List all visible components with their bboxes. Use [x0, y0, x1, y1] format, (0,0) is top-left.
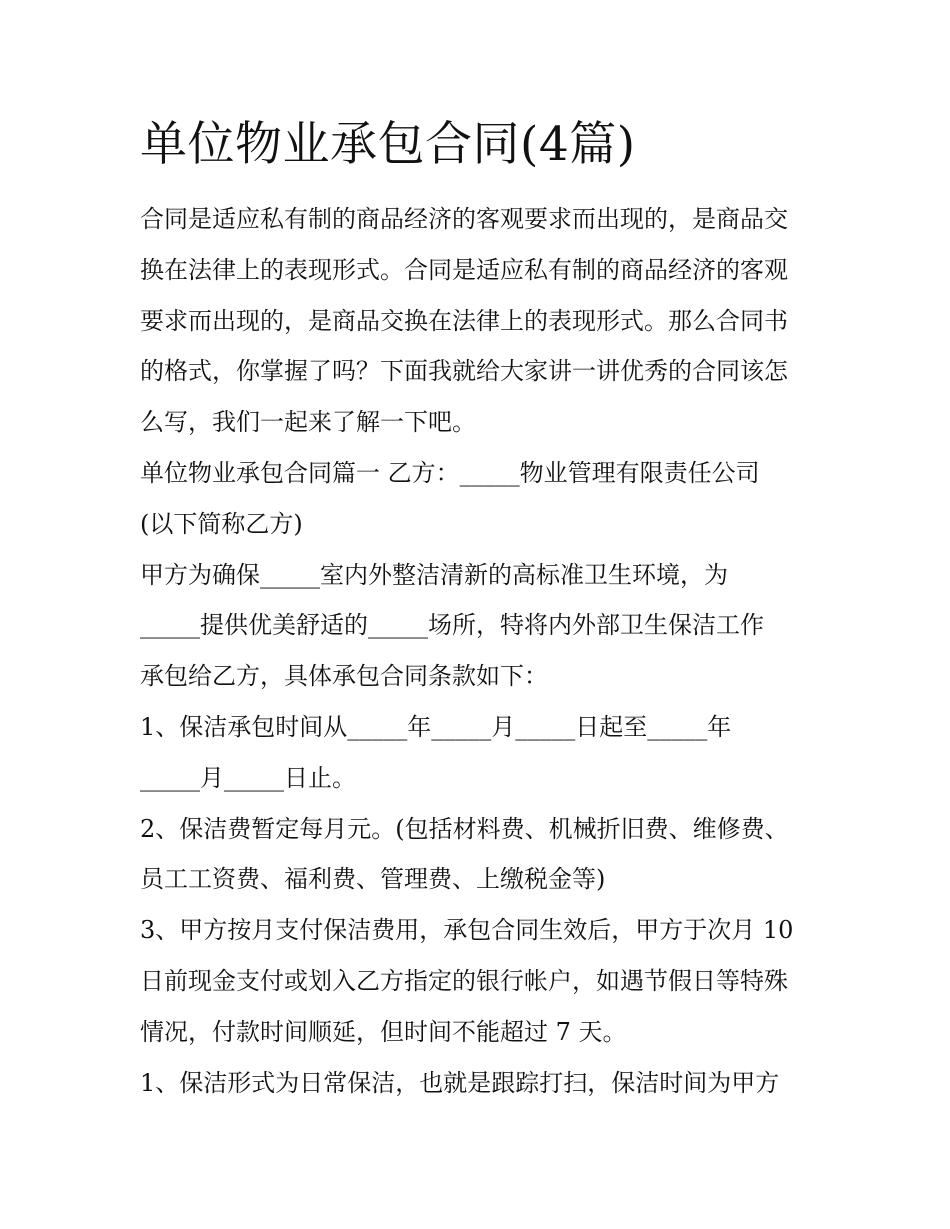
text-line: 2、保洁费暂定每月元。(包括材料费、机械折旧费、维修费、 — [140, 814, 789, 843]
text-line: (以下简称乙方) — [140, 509, 303, 538]
text-line: 甲方为确保_____室内外整洁清新的高标准卫生环境，为 — [140, 560, 728, 589]
document-title: 单位物业承包合同(4篇) — [140, 117, 636, 172]
text-line: 情况，付款时间顺延，但时间不能超过 7 天。 — [140, 1017, 627, 1046]
text-line: 合同是适应私有制的商品经济的客观要求而出现的，是商品交 — [140, 205, 788, 233]
text-line: 员工工资费、福利费、管理费、上缴税金等) — [140, 865, 606, 894]
text-line: 换在法律上的表现形式。合同是适应私有制的商品经济的客观 — [140, 255, 788, 284]
text-line: 1、保洁承包时间从_____年_____月_____日起至_____年 — [140, 712, 732, 741]
text-line: 单位物业承包合同篇一 乙方：_____物业管理有限责任公司 — [140, 458, 760, 487]
text-line: 3、甲方按月支付保洁费用，承包合同生效后，甲方于次月 10 — [140, 916, 794, 945]
text-line: 日前现金支付或划入乙方指定的银行帐户，如遇节假日等特殊 — [140, 966, 788, 995]
document-body — [140, 194, 830, 1108]
text-line: _____提供优美舒适的_____场所，特将内外部卫生保洁工作 — [140, 611, 764, 640]
text-line: 承包给乙方，具体承包合同条款如下： — [140, 662, 548, 691]
document-page — [140, 108, 830, 1108]
text-line: 1、保洁形式为日常保洁，也就是跟踪打扫，保洁时间为甲方 — [140, 1068, 780, 1097]
text-line: 要求而出现的，是商品交换在法律上的表现形式。那么合同书 — [140, 306, 788, 335]
text-line: 么写，我们一起来了解一下吧。 — [140, 408, 476, 437]
text-line: 的格式，你掌握了吗？下面我就给大家讲一讲优秀的合同该怎 — [140, 357, 788, 386]
text-line: _____月_____日止。 — [140, 763, 356, 792]
